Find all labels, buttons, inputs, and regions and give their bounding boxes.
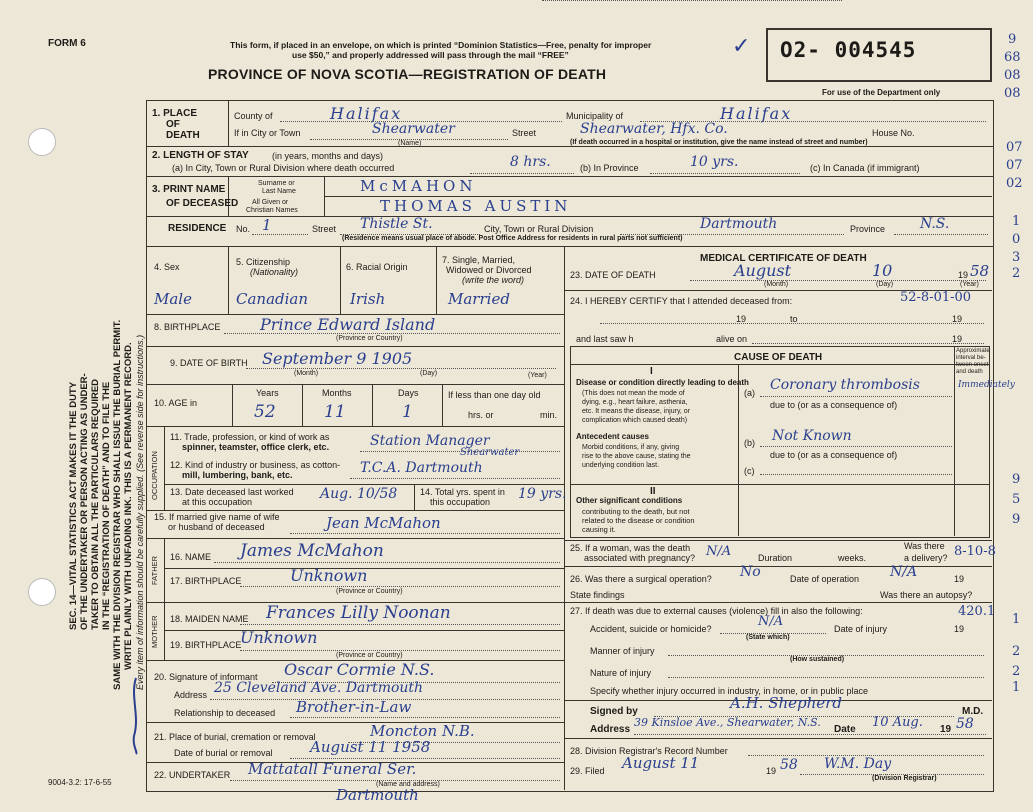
operation-date-value[interactable]: N/A (890, 564, 918, 580)
burial-date-value[interactable]: August 11 1958 (310, 738, 431, 756)
md-label: M.D. (962, 706, 984, 717)
spouse-value[interactable]: Jean McMahon (326, 514, 441, 532)
death-month-value[interactable]: August (734, 261, 792, 280)
death-year-hint: (Year) (960, 281, 979, 288)
specify-label: Specify whether injury occurred in industry, in home, or in public place (590, 686, 868, 696)
marital-label-a: 7. Single, Married, (442, 255, 516, 265)
registrar-signature[interactable]: W.M. Day (824, 756, 892, 772)
residence-note: (Residence means usual place of abode. Post Office Address for residents in rural parts not sufficient) (342, 235, 683, 242)
father-birthplace-hint: (Province or Country) (336, 588, 403, 595)
s3-label-a: 3. PRINT NAME (152, 184, 226, 195)
s2b-value[interactable]: 10 yrs. (690, 154, 739, 170)
city-value[interactable]: Shearwater (372, 121, 455, 137)
min-label: min. (540, 410, 558, 420)
occ14-value[interactable]: 19 yrs. (518, 486, 567, 502)
form-title: PROVINCE OF NOVA SCOTIA—REGISTRATION OF DEATH (208, 66, 607, 82)
date-of-death-label: 23. DATE OF DEATH (570, 270, 656, 280)
father-birthplace-label: 17. BIRTHPLACE (170, 576, 242, 586)
surgery-label: 26. Was there a surgical operation? (570, 574, 712, 584)
weeks-label: weeks. (838, 553, 867, 563)
relationship-label: Relationship to deceased (174, 708, 276, 718)
res-no-label: No. (236, 224, 251, 234)
form-code: 9004-3.2: 17-6-55 (48, 778, 112, 787)
city-label: If in City or Town (234, 128, 301, 138)
margin-code: 07 (1006, 158, 1023, 173)
mother-birthplace-label: 19. BIRTHPLACE (170, 640, 242, 650)
margin-code: 1 (1012, 680, 1021, 695)
margin-code: 2 (1012, 664, 1021, 679)
filed-19: 19 (766, 766, 777, 776)
antecedent-title: Antecedent causes (576, 432, 649, 441)
mother-maiden-value[interactable]: Frances Lilly Noonan (266, 603, 451, 623)
death-year-value[interactable]: 58 (970, 262, 990, 280)
spouse-label-a: 15. If married give name of wife (154, 512, 280, 522)
informant-value[interactable]: Oscar Cormie N.S. (284, 660, 435, 679)
res-province-value[interactable]: N.S. (920, 216, 950, 232)
surname-label-b: Last Name (262, 188, 296, 195)
margin-code: 08 (1004, 86, 1021, 101)
dob-value[interactable]: September 9 1905 (262, 349, 413, 368)
informant-address-label: Address (174, 690, 208, 700)
occ11-label-b: spinner, teamster, office clerk, etc. (182, 442, 330, 452)
other-note-1: contributing to the death, but not (582, 507, 690, 516)
margin-code: 68 (1004, 50, 1021, 65)
hrs-label: hrs. or (468, 410, 494, 420)
signed-value[interactable]: A.H. Shepherd (730, 694, 842, 712)
margin-code: 0 (1012, 232, 1021, 247)
sex-value[interactable]: Male (154, 290, 192, 308)
municipality-value[interactable]: Halifax (720, 104, 793, 123)
pregnancy-value[interactable]: N/A (706, 544, 732, 559)
envelope-note-1: This form, if placed in an envelope, on which is printed “Dominion Statistics—Free, penalty for improper (230, 40, 652, 50)
age-months-value[interactable]: 11 (324, 402, 346, 422)
registrar-hint: (Division Registrar) (872, 775, 937, 782)
county-value[interactable]: Halifax (330, 104, 403, 123)
occ11-label-a: 11. Trade, profession, or kind of work as (170, 432, 330, 442)
res-no-value[interactable]: 1 (262, 216, 272, 234)
cause-b-value[interactable]: Not Known (772, 428, 852, 444)
occ12-value[interactable]: T.C.A. Dartmouth (360, 460, 483, 476)
res-city-label: City, Town or Rural Division (484, 224, 594, 234)
dob-year-hint: (Year) (528, 372, 547, 379)
cause-b-label: (b) (744, 438, 755, 448)
certify-code: 52-8-01-00 (900, 290, 972, 305)
registration-number: O2- 004545 (780, 38, 917, 62)
cause-a-label: (a) (744, 388, 755, 398)
informant-label: 20. Signature of informant (154, 672, 258, 682)
occ14-label-a: 14. Total yrs. spent in (420, 487, 505, 497)
margin-code: 2 (1012, 644, 1021, 659)
death-year-prefix: 19 (958, 270, 969, 280)
pregnancy-label-a: 25. If a woman, was the death (570, 543, 691, 553)
less-than-day-label: If less than one day old (448, 390, 541, 400)
given-names-value[interactable]: THOMAS AUSTIN (380, 197, 572, 215)
record-number-label: 28. Division Registrar's Record Number (570, 746, 728, 756)
injury-date-label: Date of injury (834, 624, 888, 634)
alive-on-label: alive on (716, 334, 748, 344)
occ12-label-b: mill, lumbering, bank, etc. (182, 470, 293, 480)
interval-header: Approximate interval be- tween onset and death (956, 348, 990, 375)
department-use-note: For use of the Department only (822, 88, 941, 97)
residence-label: RESIDENCE (168, 223, 227, 234)
age-days-label: Days (398, 388, 419, 398)
death-day-hint: (Day) (876, 281, 894, 288)
other-conditions-title: Other significant conditions (576, 496, 683, 505)
father-name-label: 16. NAME (170, 552, 212, 562)
margin-code: 07 (1006, 140, 1023, 155)
surname-value[interactable]: McMAHON (360, 177, 477, 195)
due-to-a: due to (or as a consequence of) (770, 400, 898, 410)
county-label: County of (234, 111, 273, 121)
occ14-label-b: this occupation (430, 497, 491, 507)
name-hint: (Name) (398, 140, 422, 147)
cause-a-value[interactable]: Coronary thrombosis (770, 377, 920, 393)
antecedent-note-2: rise to the above cause, stating the (582, 453, 691, 460)
punch-hole-top (28, 128, 56, 156)
house-label: House No. (872, 128, 915, 138)
cert-date-year[interactable]: 58 (956, 716, 974, 732)
punch-hole-bottom (28, 578, 56, 606)
age-years-label: Years (256, 388, 279, 398)
burial-place-label: 21. Place of burial, cremation or removal (154, 732, 316, 742)
antecedent-note-3: underlying condition last. (582, 462, 660, 469)
disease-note-4: complication which caused death) (582, 417, 688, 424)
accident-value[interactable]: N/A (758, 614, 784, 629)
check-mark: ✓ (732, 34, 751, 59)
father-name-value[interactable]: James McMahon (240, 541, 384, 561)
informant-address-value[interactable]: 25 Cleveland Ave. Dartmouth (214, 680, 424, 696)
citizenship-label-b: (Nationality) (250, 267, 299, 277)
s2b-label: (b) In Province (580, 163, 639, 173)
undertaker-value[interactable]: Mattatall Funeral Ser. (248, 760, 417, 778)
marital-value[interactable]: Married (448, 290, 510, 308)
margin-code: 1 (1012, 612, 1021, 627)
occ13-value[interactable]: Aug. 10/58 (320, 486, 398, 502)
citizenship-label-a: 5. Citizenship (236, 257, 291, 267)
disease-note-3: etc. It means the disease, injury, or (582, 408, 691, 415)
mother-birthplace-value[interactable]: Unknown (240, 628, 318, 647)
s1-label-a: 1. PLACE (152, 108, 198, 119)
cert-date-19: 19 (940, 724, 952, 735)
margin-code: 9 (1012, 472, 1021, 487)
municipality-label: Municipality of (566, 111, 624, 121)
margin-code: 08 (1004, 68, 1021, 83)
filed-date-value[interactable]: August 11 (622, 754, 700, 772)
medical-title: MEDICAL CERTIFICATE OF DEATH (700, 253, 867, 264)
occ12-top-value[interactable]: Shearwater (460, 447, 520, 458)
other-note-2: related to the disease or condition (582, 516, 695, 525)
burial-place-value[interactable]: Moncton N.B. (370, 722, 475, 740)
burial-date-label: Date of burial or removal (174, 748, 273, 758)
spouse-label-b: or husband of deceased (168, 522, 265, 532)
dob-day-hint: (Day) (420, 370, 438, 377)
s2a-value[interactable]: 8 hrs. (510, 154, 551, 170)
filed-label: 29. Filed (570, 766, 605, 776)
hospital-note: (If death occurred in a hospital or institution, give the name instead of street and number) (570, 139, 868, 146)
death-day-value[interactable]: 10 (872, 261, 893, 280)
occ13-label-a: 13. Date deceased last worked (170, 487, 294, 497)
margin-code: 5 (1012, 492, 1021, 507)
father-birthplace-value[interactable]: Unknown (290, 566, 368, 585)
accident-label: Accident, suicide or homicide? (590, 624, 712, 634)
s1-label-b: OF (166, 119, 180, 130)
s3-label-b: OF DECEASED (166, 198, 239, 209)
birthplace-value[interactable]: Prince Edward Island (260, 315, 436, 334)
s2-label: 2. LENGTH OF STAY (152, 150, 249, 161)
dob-label: 9. DATE OF BIRTH (170, 358, 248, 368)
age-months-label: Months (322, 388, 352, 398)
state-findings-label: State findings (570, 590, 625, 600)
certify-to: to (790, 314, 798, 324)
pregnancy-label-b: associated with pregnancy? (584, 553, 696, 563)
racial-origin-label: 6. Racial Origin (346, 262, 408, 272)
delivery-code: 8-10-8 (954, 544, 996, 559)
operation-19: 19 (954, 574, 965, 584)
envelope-note-2: use $50,” and properly addressed will pass through the mail “FREE” (292, 50, 569, 60)
signed-label: Signed by (590, 706, 638, 717)
external-causes-code: 420.1 (958, 604, 996, 619)
surgery-value[interactable]: No (740, 564, 761, 580)
operation-date-label: Date of operation (790, 574, 860, 584)
margin-scribble (126, 676, 146, 756)
manner-label: Manner of injury (590, 646, 655, 656)
cert-date-label: Date (834, 724, 856, 735)
disease-title: Disease or condition directly leading to death (576, 378, 749, 387)
form-number: FORM 6 (48, 38, 86, 49)
disease-note-1: (This does not mean the mode of (582, 390, 685, 397)
undertaker-city[interactable]: Dartmouth (336, 786, 419, 804)
due-to-b: due to (or as a consequence of) (770, 450, 898, 460)
street-value[interactable]: Shearwater, Hfx. Co. (580, 121, 728, 137)
occ12-label-a: 12. Kind of industry or business, as cotton- (170, 460, 341, 470)
last-saw-label: and last saw h (576, 334, 634, 344)
state-which-hint: (State which) (746, 634, 790, 641)
birthplace-label: 8. BIRTHPLACE (154, 322, 221, 332)
res-street-value[interactable]: Thistle St. (360, 216, 433, 232)
res-city-value[interactable]: Dartmouth (700, 216, 778, 232)
external-causes-label: 27. If death was due to external causes (violence) fill in also the following: (570, 606, 863, 616)
surname-label-a: Surname or (258, 180, 295, 187)
racial-origin-value[interactable]: Irish (350, 290, 386, 308)
certify-19b: 19 (952, 314, 963, 324)
given-label-b: Christian Names (246, 207, 298, 214)
relationship-value[interactable]: Brother-in-Law (296, 698, 412, 716)
filed-year[interactable]: 58 (780, 757, 798, 773)
age-label: 10. AGE in (154, 398, 198, 408)
undertaker-label: 22. UNDERTAKER (154, 770, 231, 780)
margin-code: 02 (1006, 176, 1023, 191)
citizenship-value[interactable]: Canadian (236, 290, 309, 308)
cause-of-death-title: CAUSE OF DEATH (734, 352, 823, 363)
street-label: Street (512, 128, 537, 138)
cause-a-interval[interactable]: Immediately (958, 380, 1015, 390)
death-registration-form: FORM 6 This form, if placed in an envelope, on which is printed “Dominion Statistics—Free, penalty for improper use $50,” and properly addressed will pass through the mail “FREE” PROVINCE OF NOVA SCOTIA—REGISTRATION OF DEATH ✓ O2- 004545 For use of the Department only 9 68 08 08 07 07 02 1 0 3 2 9 5 9 1 2 2 1 SEC. 14—VITAL STATISTICS ACT MAKES IT THE DUTY OF THE UNDERTAKER OR PERSON ACTING AS UNDER- TAKER TO OBTAIN ALL THE PARTICULARS REQUIRED IN THE “REGISTRATION OF DEATH” AND TO FILE THE SAME WITH THE DIVISION REGISTRAR WHO SHALL ISSUE THE BURIAL PERMIT. WRITE PLAINLY WITH UNFADING INK. THIS IS A PERMANENT RECORD. Every item of information should be carefully supplied. (See reverse side for instructions.) 1. PLACE OF DEATH County of Halifax Municipality of Halifax If in City or Town Shearwater (Name) Street Shearwater, Hfx. Co. House No. (If death occurred in a hospital or institution, give the name instead of street and number) 2. LENGTH OF STAY (in years, months and days) (a) In City, Town or Rural Division where death occurred 8 hrs. (b) In Province 10 yrs. (c) In Canada (if immigrant) 3. PRINT NAME OF DECEASED Surname or Last Name McMAHON All Given or Christian Names THOMAS AUSTIN RESIDENCE No. 1 Street Thistle St. City, Town or Rural Division Dartmouth Province N.S. (Residence means usual place of abode. Post Office Address for residents in rural parts not sufficient) 4. Sex Male 5. Citizenship (Nationality) Canadian 6. Racial Origin Irish 7. Single, Married, Widowed or Divorced (write the word) Married 8. BIRTHPLACE Prince Edward Island (Province or Country) 9. DATE OF BIRTH September 9 1905 (Month) (Day) (Year) 10. AGE in Years Months Days 52 11 1 If less than one day old hrs. or min. OCCUPATION 11. Trade, profession, or kind of work as spinner, teamster, office clerk, etc. Station Manager 12. Kind of industry or business, as cotton- mill, lumbering, bank, etc. Shearwater T.C.A. Dartmouth 13. Date deceased last worked at this occupation Aug. 10/58 14. Total yrs. spent in this occupation 19 yrs. 15. If married give name of wife or husband of deceased Jean McMahon FATHER 16. NAME James McMahon 17. BIRTHPLACE Unknown (Province or Country) MOTHER 18. MAIDEN NAME Frances Lilly Noonan 19. BIRTHPLACE Unknown (Province or Country) 20. Signature of informant Oscar Cormie N.S. Address 25 Cleveland Ave. Dartmouth Relationship to deceased Brother-in-Law 21. Place of burial, cremation or removal Moncton N.B. Date of burial or removal August 11 1958 22. UNDERTAKER Mattatall Funeral Ser. (Name and address) Dartmouth MEDICAL CERTIFICATE OF DEATH 23. DATE OF DEATH August 10 19 58 (Month) (Day) (Year) 24. I HEREBY CERTIFY that I attended deceased from: 52-8-01-00 19 to 19 and last saw h alive on 19 CAUSE OF DEATH Approximate interval be- tween onset and death I Disease or condition directly leading to death (This does not mean the mode of dying, e.g., heart failure, asthenia, etc. It means the disease, injury, or complication which caused death) (a) Coronary thrombosis Immediately due to (or as a consequence of) Antecedent causes Morbid conditions, if any, giving rise to the above cause, stating the underlying condition last. (b) Not Known due to (or as a consequence of) (c) II Other significant conditions contributing to the death, but not related to the disease or condition causing it. 25. If a woman, was the death associated with pregnancy? N/A Duration weeks. Was there a delivery? 8-10-8 26. Was there a surgical operation? No Date of operation N/A 19 State findings Was there an autopsy? 27. If death was due to external causes (violence) fill in also the following: 420.1 Accident, suicide or homicide? N/A (State which) Date of injury 19 Manner of injury (How sustained) Nature of injury Specify whether injury occurred in industry, in home, or in public place Signed by A.H. Shepherd M.D. Address 39 Kinsloe Ave., Shearwater, N.S. Date 10 Aug. 19 58 28. Division Registrar's Record Number 29. Filed August 11 19 58 W.M. Day (Division Registrar) 9004-3.2: 17-6-55 (0, 0, 1033, 812)
cause-c-label: (c) (744, 466, 755, 476)
certify-label: 24. I HEREBY CERTIFY that I attended deceased from: (570, 296, 793, 306)
undertaker-hint: (Name and address) (376, 781, 440, 788)
marital-label-b: Widowed or Divorced (446, 265, 532, 275)
margin-code: 9 (1012, 512, 1021, 527)
cause-section-i: I (650, 366, 653, 377)
age-years-value[interactable]: 52 (254, 402, 276, 422)
s2c-label: (c) In Canada (if immigrant) (810, 163, 920, 173)
duration-label: Duration (758, 553, 793, 563)
how-sustained-hint: (How sustained) (790, 656, 845, 663)
margin-code: 3 (1012, 250, 1021, 265)
occ13-label-b: at this occupation (182, 497, 253, 507)
margin-code: 1 (1012, 214, 1021, 229)
mother-birthplace-hint: (Province or Country) (336, 652, 403, 659)
birthplace-hint: (Province or Country) (336, 335, 403, 342)
physician-address-label: Address (590, 724, 631, 735)
s1-label-c: DEATH (166, 130, 200, 141)
s2a-label: (a) In City, Town or Rural Division where death occurred (172, 163, 395, 173)
certify-19a: 19 (736, 314, 747, 324)
other-note-3: causing it. (582, 525, 616, 534)
marital-label-c: (write the word) (462, 275, 525, 285)
last-19: 19 (952, 334, 963, 344)
age-days-value[interactable]: 1 (402, 402, 413, 422)
given-label-a: All Given or (252, 199, 289, 206)
death-month-hint: (Month) (764, 281, 789, 288)
antecedent-note-1: Morbid conditions, if any, giving (582, 444, 680, 451)
occ11-value[interactable]: Station Manager (370, 433, 490, 449)
injury-19: 19 (954, 624, 965, 634)
physician-address-value[interactable]: 39 Kinsloe Ave., Shearwater, N.S. (634, 716, 821, 729)
s2-hint: (in years, months and days) (272, 151, 384, 161)
res-province-label: Province (850, 224, 886, 234)
cert-date-value[interactable]: 10 Aug. (872, 715, 923, 730)
sex-label: 4. Sex (154, 262, 180, 272)
delivery-label-b: a delivery? (904, 553, 948, 563)
cause-section-ii: II (650, 486, 656, 497)
res-street-label: Street (312, 224, 337, 234)
margin-code: 2 (1012, 266, 1021, 281)
dob-month-hint: (Month) (294, 370, 319, 377)
autopsy-label: Was there an autopsy? (880, 590, 973, 600)
delivery-label-a: Was there (904, 541, 945, 551)
disease-note-2: dying, e.g., heart failure, asthenia, (582, 399, 688, 406)
nature-label: Nature of injury (590, 668, 652, 678)
mother-maiden-label: 18. MAIDEN NAME (170, 614, 249, 624)
margin-code: 9 (1008, 32, 1017, 47)
